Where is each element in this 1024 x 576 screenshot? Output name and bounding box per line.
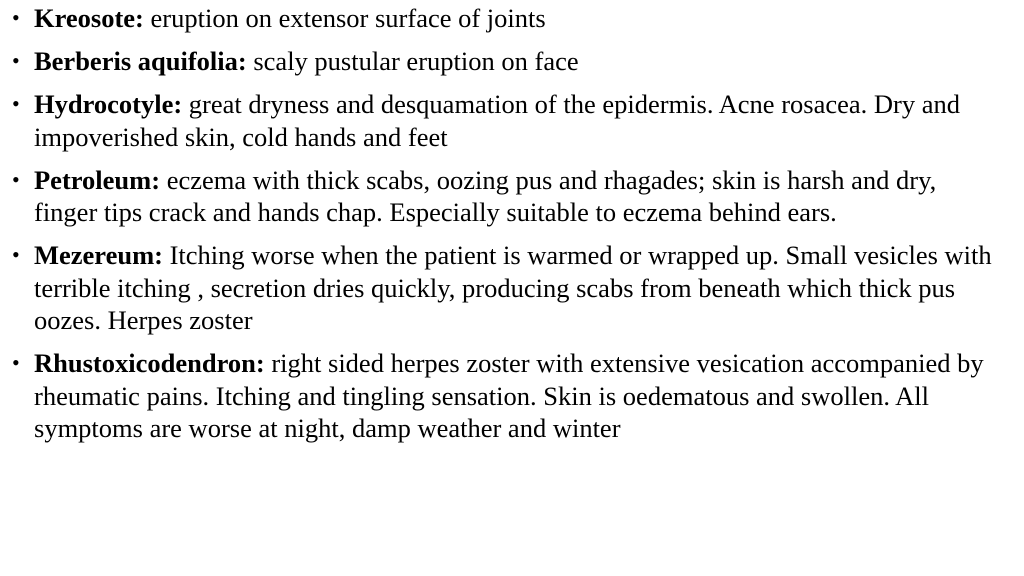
bullet-icon: • (12, 5, 20, 30)
list-item-mezereum (12, 239, 1002, 337)
list-item-kreosote (12, 2, 1002, 35)
bullet-icon: • (12, 350, 20, 375)
list-item-petroleum (12, 164, 1002, 229)
list-item-rhustoxicodendron (12, 347, 1002, 445)
remedy-name: Petroleum: (34, 164, 161, 195)
bullet-icon: • (12, 91, 20, 116)
remedy-name: Hydrocotyle: (34, 89, 183, 119)
bullet-icon: • (12, 166, 20, 192)
remedy-list (12, 2, 1002, 455)
remedy-description: eruption on extensor surface of joints (143, 3, 546, 33)
remedy-description: eczema with thick scabs, oozing pus and rhagades; skin is harsh and dry, finger tips crack and hands chap. Especially suitable to eczema behind ears. (34, 164, 937, 227)
list-item-hydrocotyle (12, 88, 1002, 153)
remedy-name: Berberis aquifolia: (34, 46, 247, 76)
list-item-berberis-aquifolia (12, 45, 1002, 78)
bullet-icon: • (12, 48, 20, 73)
remedy-name: Kreosote: (34, 3, 144, 33)
remedy-name: Rhustoxicodendron: (34, 348, 265, 378)
remedy-description: Itching worse when the patient is warmed or wrapped up. Small vesicles with terrible itching , secretion dries quickly, producing scabs from beneath which thick pus oozes. Herpes zoster (34, 240, 992, 335)
remedy-description: great dryness and desquamation of the epidermis. Acne rosacea. Dry and impoverished skin, cold hands and feet (34, 89, 960, 152)
bullet-icon: • (12, 242, 20, 267)
remedy-description: right sided herpes zoster with extensive vesication accompanied by rheumatic pains. Itching and tingling sensation. Skin is oedematous and swollen. All symptoms are worse at night, damp weather and winter (34, 348, 984, 443)
remedy-description: scaly pustular eruption on face (246, 46, 579, 76)
remedy-name: Mezereum: (34, 240, 163, 270)
